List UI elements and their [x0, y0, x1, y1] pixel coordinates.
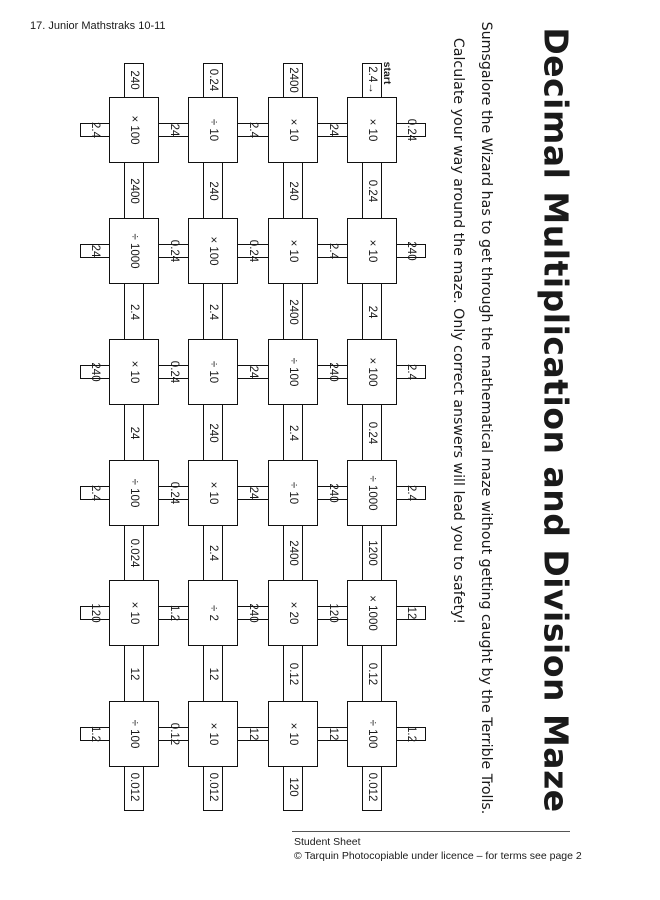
connector-value: 2.4 [207, 545, 219, 561]
connector-value: 24 [247, 486, 259, 500]
footer-copyright: © Tarquin Photocopiable under licence – for terms see page 2 [294, 850, 582, 862]
connector-value: 0.12 [366, 662, 378, 685]
connector-value: 12 [128, 667, 140, 680]
connector-value: 12 [326, 727, 339, 741]
operation-label: × 10 [366, 239, 378, 263]
operation-label: ÷ 1000 [128, 233, 140, 269]
operation-label: ÷ 2 [207, 605, 219, 621]
connector-value: 0.24 [167, 481, 180, 505]
connector-value: 12 [247, 727, 259, 741]
connector-value: 1.2 [89, 726, 101, 742]
operation-label: × 10 [287, 239, 299, 263]
instruction-line-2: Calculate your way around the maze. Only correct answers will lead you to safety! [450, 37, 466, 625]
footer-student-sheet: Student Sheet [294, 836, 361, 848]
connector-value: 1.2 [167, 605, 180, 621]
connector-value: 0.24 [366, 179, 378, 202]
connector-value: 24 [128, 426, 140, 439]
connector-value: 12 [405, 606, 417, 620]
operation-label: ÷ 10 [287, 481, 299, 505]
operation-label: × 100 [366, 357, 378, 387]
operation-label: × 10 [128, 601, 140, 625]
connector-value: 2.4 [207, 303, 219, 320]
connector-value: 120 [326, 603, 339, 623]
connector-value: 240 [287, 180, 299, 201]
connector-value: 2.4 [89, 122, 101, 138]
connector-value: 2.4 [405, 364, 417, 380]
operation-label: × 10 [287, 118, 299, 142]
operation-label: ÷ 10 [207, 118, 219, 142]
connector-value: 24 [366, 305, 378, 318]
bottom-value: 0.012 [366, 772, 378, 802]
connector-value: 240 [207, 180, 219, 201]
page-header: 17. Junior Mathstraks 10-11 [30, 20, 166, 32]
top-value: 0.24 [207, 68, 219, 92]
connector-value: 0.024 [128, 538, 140, 568]
start-value: 2.4→ [366, 66, 378, 94]
connector-value: 1200 [366, 540, 378, 566]
connector-value: 24 [247, 365, 259, 379]
operation-label: ÷ 100 [128, 719, 140, 749]
connector-value: 2.4 [405, 485, 417, 501]
instruction-line-1: Sumsgalore the Wizard has to get through the mathematical maze without getting caught by the Terrible Trolls. [478, 21, 494, 815]
connector-value: 240 [405, 241, 417, 261]
connector-value: 2400 [287, 540, 299, 566]
operation-label: × 10 [207, 722, 219, 746]
operation-label: × 100 [128, 115, 140, 145]
operation-label: ÷ 10 [207, 360, 219, 384]
operation-label: ÷ 100 [366, 719, 378, 749]
connector-value: 0.12 [287, 662, 299, 685]
connector-value: 240 [207, 422, 219, 443]
operation-label: × 10 [207, 481, 219, 505]
bottom-value: 120 [287, 777, 299, 797]
connector-value: 0.24 [167, 360, 180, 384]
connector-value: 2.4 [326, 243, 339, 259]
connector-value: 2.4 [89, 485, 101, 501]
connector-value: 240 [326, 483, 339, 503]
connector-value: 240 [326, 362, 339, 382]
connector-value: 2.4 [247, 122, 259, 138]
page-title: Decimal Multiplication and Division Maze [536, 27, 576, 813]
connector-value: 1.2 [405, 726, 417, 742]
connector-value: 12 [207, 667, 219, 680]
bottom-value: 0.012 [207, 772, 219, 802]
connector-value: 2400 [287, 298, 299, 325]
connector-value: 0.24 [366, 421, 378, 444]
connector-value: 24 [326, 123, 339, 137]
operation-label: × 100 [207, 236, 219, 266]
bottom-value: 0.012 [128, 772, 140, 802]
top-value: 240 [128, 70, 140, 90]
connector-value: 0.24 [247, 239, 259, 263]
operation-label: ÷ 1000 [366, 475, 378, 511]
connector-value: 0.24 [167, 239, 180, 263]
top-value: 2400 [287, 67, 299, 93]
operation-label: ÷ 100 [287, 357, 299, 387]
operation-label: × 10 [366, 118, 378, 142]
start-label: start [381, 61, 393, 85]
operation-label: × 1000 [366, 595, 378, 631]
connector-value: 0.12 [167, 722, 180, 746]
connector-value: 24 [167, 123, 180, 137]
connector-value: 0.24 [405, 118, 417, 142]
connector-value: 240 [89, 362, 101, 382]
footer-divider [292, 831, 570, 832]
connector-value: 2.4 [287, 424, 299, 441]
connector-value: 120 [89, 603, 101, 623]
operation-label: × 10 [128, 360, 140, 384]
connector-value: 2400 [128, 177, 140, 204]
connector-value: 24 [89, 244, 101, 258]
connector-value: 2.4 [128, 303, 140, 320]
connector-value: 240 [247, 603, 259, 623]
operation-label: × 20 [287, 601, 299, 625]
operation-label: ÷ 100 [128, 478, 140, 508]
operation-label: × 10 [287, 722, 299, 746]
